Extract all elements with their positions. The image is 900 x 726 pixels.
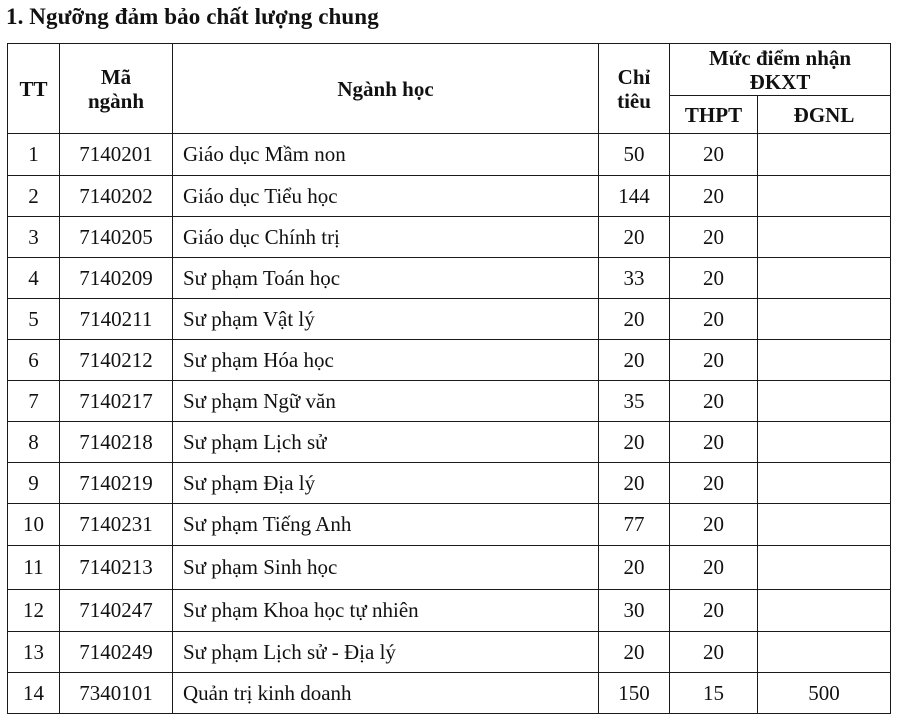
- cell-nganh-hoc: Quản trị kinh doanh: [173, 673, 599, 714]
- cell-ma-nganh: 7340101: [60, 673, 173, 714]
- cell-ma-nganh: 7140201: [60, 134, 173, 176]
- cell-dgnl: [758, 176, 891, 217]
- cell-chi-tieu: 35: [599, 381, 670, 422]
- header-chi-tieu-line1: Chỉ: [617, 64, 651, 89]
- table-row: [8, 546, 891, 590]
- cell-nganh-hoc: Sư phạm Lịch sử: [173, 422, 599, 463]
- header-nganh-hoc: Ngành học: [173, 44, 599, 134]
- cell-nganh-hoc: Giáo dục Chính trị: [173, 217, 599, 258]
- cell-dgnl: [758, 422, 891, 463]
- cell-ma-nganh: 7140247: [60, 590, 173, 632]
- cell-nganh-hoc: Sư phạm Địa lý: [173, 463, 599, 504]
- cell-nganh-hoc: Giáo dục Tiểu học: [173, 176, 599, 217]
- table-row: [8, 258, 891, 299]
- cell-dgnl: [758, 299, 891, 340]
- header-muc-diem-line2: ĐKXT: [749, 69, 811, 94]
- cell-tt: 13: [8, 632, 60, 673]
- section-title: 1. Ngưỡng đảm bảo chất lượng chung: [6, 4, 379, 29]
- cell-ma-nganh: 7140218: [60, 422, 173, 463]
- cell-thpt: 20: [670, 258, 758, 299]
- cell-nganh-hoc: Giáo dục Mầm non: [173, 134, 599, 176]
- header-dgnl: ĐGNL: [758, 96, 891, 134]
- cell-ma-nganh: 7140231: [60, 504, 173, 546]
- table-row: [8, 673, 891, 714]
- header-tt: TT: [8, 44, 60, 134]
- cell-thpt: 20: [670, 340, 758, 381]
- admission-threshold-table: [7, 43, 891, 714]
- table-body: [8, 134, 891, 714]
- cell-tt: 12: [8, 590, 60, 632]
- table-row: [8, 340, 891, 381]
- header-thpt: THPT: [670, 96, 758, 134]
- cell-nganh-hoc: Sư phạm Tiếng Anh: [173, 504, 599, 546]
- cell-ma-nganh: 7140212: [60, 340, 173, 381]
- table-row: [8, 590, 891, 632]
- table-row: [8, 381, 891, 422]
- cell-nganh-hoc: Sư phạm Lịch sử - Địa lý: [173, 632, 599, 673]
- cell-tt: 1: [8, 134, 60, 176]
- cell-dgnl: [758, 632, 891, 673]
- cell-thpt: 20: [670, 176, 758, 217]
- cell-tt: 10: [8, 504, 60, 546]
- cell-tt: 9: [8, 463, 60, 504]
- header-chi-tieu-line2: tiêu: [617, 88, 651, 113]
- cell-chi-tieu: 20: [599, 632, 670, 673]
- cell-dgnl: [758, 258, 891, 299]
- cell-ma-nganh: 7140205: [60, 217, 173, 258]
- cell-chi-tieu: 20: [599, 463, 670, 504]
- cell-thpt: 20: [670, 590, 758, 632]
- cell-thpt: 20: [670, 381, 758, 422]
- cell-thpt: 20: [670, 632, 758, 673]
- cell-tt: 8: [8, 422, 60, 463]
- cell-chi-tieu: 144: [599, 176, 670, 217]
- table-row: [8, 134, 891, 176]
- cell-chi-tieu: 20: [599, 299, 670, 340]
- cell-dgnl: [758, 590, 891, 632]
- cell-chi-tieu: 20: [599, 217, 670, 258]
- table-row: [8, 176, 891, 217]
- cell-tt: 3: [8, 217, 60, 258]
- cell-chi-tieu: 50: [599, 134, 670, 176]
- cell-dgnl: [758, 546, 891, 590]
- cell-chi-tieu: 20: [599, 340, 670, 381]
- table-row: [8, 463, 891, 504]
- header-ma-nganh: [60, 44, 173, 134]
- cell-thpt: 20: [670, 546, 758, 590]
- header-chi-tieu: [599, 44, 670, 134]
- cell-dgnl: [758, 217, 891, 258]
- cell-ma-nganh: 7140209: [60, 258, 173, 299]
- cell-nganh-hoc: Sư phạm Ngữ văn: [173, 381, 599, 422]
- cell-nganh-hoc: Sư phạm Toán học: [173, 258, 599, 299]
- cell-dgnl: [758, 340, 891, 381]
- cell-tt: 7: [8, 381, 60, 422]
- cell-nganh-hoc: Sư phạm Sinh học: [173, 546, 599, 590]
- header-muc-diem: [670, 44, 891, 96]
- table-row: [8, 217, 891, 258]
- cell-chi-tieu: 77: [599, 504, 670, 546]
- cell-thpt: 20: [670, 134, 758, 176]
- cell-ma-nganh: 7140211: [60, 299, 173, 340]
- cell-tt: 5: [8, 299, 60, 340]
- cell-ma-nganh: 7140249: [60, 632, 173, 673]
- cell-nganh-hoc: Sư phạm Vật lý: [173, 299, 599, 340]
- cell-thpt: 15: [670, 673, 758, 714]
- cell-tt: 11: [8, 546, 60, 590]
- cell-dgnl: [758, 463, 891, 504]
- header-ma-nganh-line1: Mã: [100, 64, 132, 89]
- table-row: [8, 299, 891, 340]
- cell-dgnl: 500: [758, 673, 891, 714]
- cell-ma-nganh: 7140219: [60, 463, 173, 504]
- table-row: [8, 504, 891, 546]
- cell-tt: 2: [8, 176, 60, 217]
- table-row: [8, 422, 891, 463]
- cell-ma-nganh: 7140217: [60, 381, 173, 422]
- cell-dgnl: [758, 381, 891, 422]
- header-ma-nganh-line2: ngành: [87, 88, 145, 113]
- cell-chi-tieu: 20: [599, 422, 670, 463]
- cell-chi-tieu: 30: [599, 590, 670, 632]
- table-row: [8, 632, 891, 673]
- cell-thpt: 20: [670, 299, 758, 340]
- cell-thpt: 20: [670, 463, 758, 504]
- cell-thpt: 20: [670, 504, 758, 546]
- cell-chi-tieu: 33: [599, 258, 670, 299]
- header-muc-diem-line1: Mức điểm nhận: [708, 45, 852, 70]
- cell-thpt: 20: [670, 422, 758, 463]
- cell-chi-tieu: 20: [599, 546, 670, 590]
- cell-dgnl: [758, 504, 891, 546]
- cell-tt: 6: [8, 340, 60, 381]
- cell-ma-nganh: 7140202: [60, 176, 173, 217]
- cell-ma-nganh: 7140213: [60, 546, 173, 590]
- cell-chi-tieu: 150: [599, 673, 670, 714]
- cell-thpt: 20: [670, 217, 758, 258]
- cell-nganh-hoc: Sư phạm Hóa học: [173, 340, 599, 381]
- cell-tt: 14: [8, 673, 60, 714]
- cell-nganh-hoc: Sư phạm Khoa học tự nhiên: [173, 590, 599, 632]
- cell-tt: 4: [8, 258, 60, 299]
- cell-dgnl: [758, 134, 891, 176]
